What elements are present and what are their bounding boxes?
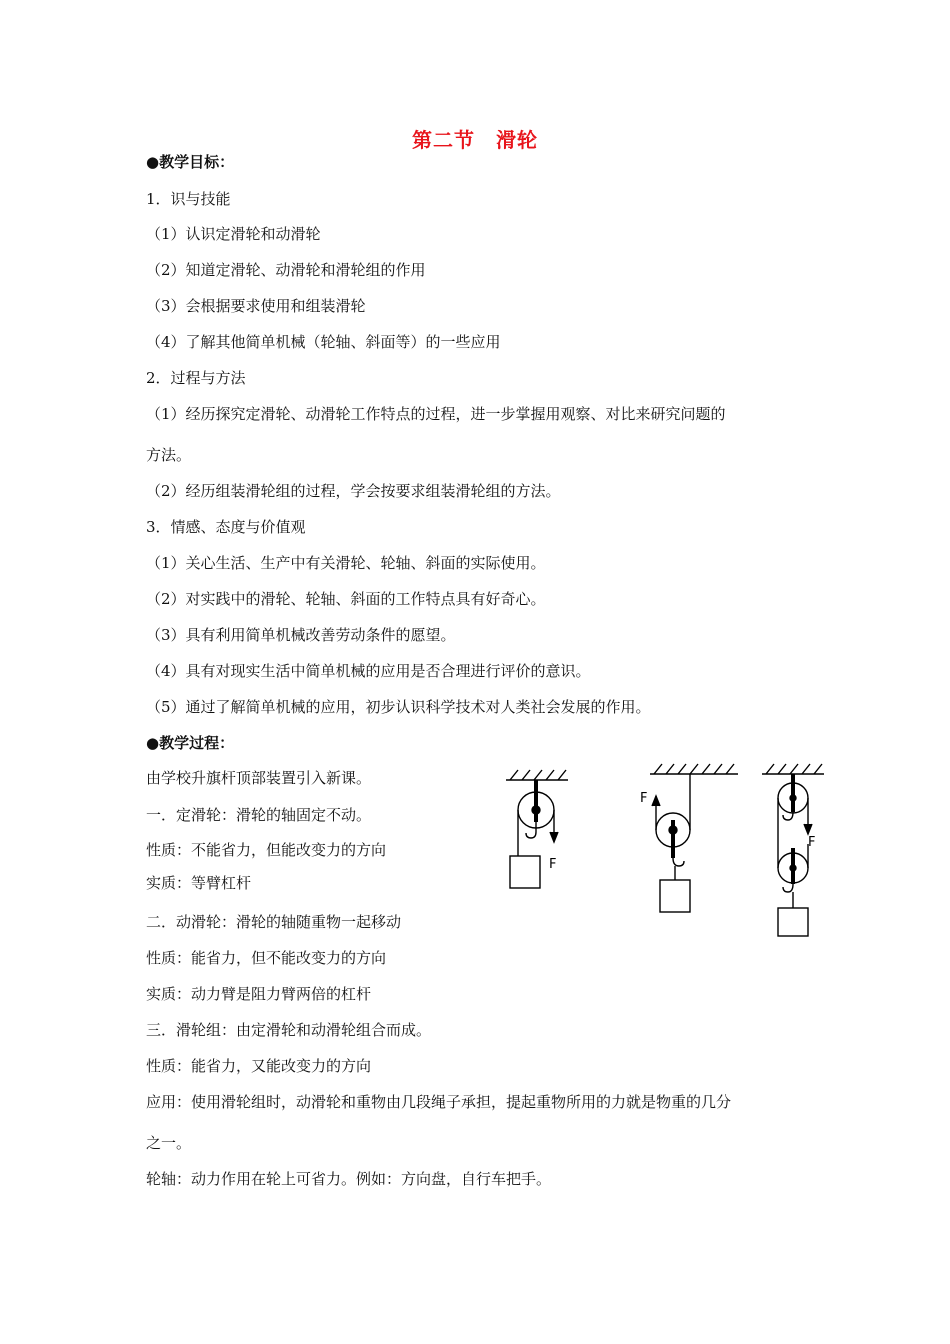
text-line: 方法。 bbox=[146, 446, 192, 464]
text-line: （3）具有利用简单机械改善劳动条件的愿望。 bbox=[146, 626, 456, 644]
section-heading-process: ●教学过程： bbox=[146, 734, 235, 752]
text-line: （2）经历组装滑轮组的过程，学会按要求组装滑轮组的方法。 bbox=[146, 482, 561, 500]
text-line: 二．动滑轮：滑轮的轴随重物一起移动 bbox=[146, 913, 402, 931]
fixed-pulley-figure bbox=[506, 770, 568, 888]
text-line: 性质：能省力，又能改变力的方向 bbox=[146, 1057, 372, 1075]
text-line: 之一。 bbox=[146, 1134, 192, 1152]
text-line: 一．定滑轮：滑轮的轴固定不动。 bbox=[146, 806, 372, 824]
force-label: F bbox=[549, 857, 557, 872]
text-line: 性质：能省力，但不能改变力的方向 bbox=[146, 949, 387, 967]
text-line: （5）通过了解简单机械的应用，初步认识科学技术对人类社会发展的作用。 bbox=[146, 698, 651, 716]
page-title: 第二节 滑轮 bbox=[412, 128, 538, 152]
text-line: 实质：等臂杠杆 bbox=[146, 874, 252, 892]
text-line: （2）对实践中的滑轮、轮轴、斜面的工作特点具有好奇心。 bbox=[146, 590, 546, 608]
text-line: 实质：动力臂是阻力臂两倍的杠杆 bbox=[146, 985, 372, 1003]
force-label: F bbox=[808, 835, 816, 850]
force-label: F bbox=[640, 791, 648, 806]
text-line: （1）经历探究定滑轮、动滑轮工作特点的过程，进一步掌握用观察、对比来研究问题的 bbox=[146, 405, 726, 423]
pulley-block-figure bbox=[762, 764, 824, 936]
text-line: （4）具有对现实生活中简单机械的应用是否合理进行评价的意识。 bbox=[146, 662, 591, 680]
pulley-diagram bbox=[490, 760, 850, 960]
text-line: 由学校升旗杆顶部装置引入新课。 bbox=[146, 769, 372, 787]
text-line: （3）会根据要求使用和组装滑轮 bbox=[146, 297, 366, 315]
text-line: 应用：使用滑轮组时，动滑轮和重物由几段绳子承担，提起重物所用的力就是物重的几分 bbox=[146, 1093, 732, 1111]
text-line: （2）知道定滑轮、动滑轮和滑轮组的作用 bbox=[146, 261, 426, 279]
movable-pulley-figure bbox=[650, 764, 738, 912]
text-line: 轮轴：动力作用在轮上可省力。例如：方向盘，自行车把手。 bbox=[146, 1170, 552, 1188]
text-line: 2．过程与方法 bbox=[146, 369, 246, 387]
text-line: 三．滑轮组：由定滑轮和动滑轮组合而成。 bbox=[146, 1021, 432, 1039]
text-line: （4）了解其他简单机械（轮轴、斜面等）的一些应用 bbox=[146, 333, 501, 351]
section-heading-goals: ●教学目标： bbox=[146, 153, 235, 171]
text-line: 1．识与技能 bbox=[146, 190, 231, 208]
text-line: （1）认识定滑轮和动滑轮 bbox=[146, 225, 321, 243]
text-line: 性质：不能省力，但能改变力的方向 bbox=[146, 841, 387, 859]
text-line: （1）关心生活、生产中有关滑轮、轮轴、斜面的实际使用。 bbox=[146, 554, 546, 572]
text-line: 3．情感、态度与价值观 bbox=[146, 518, 306, 536]
